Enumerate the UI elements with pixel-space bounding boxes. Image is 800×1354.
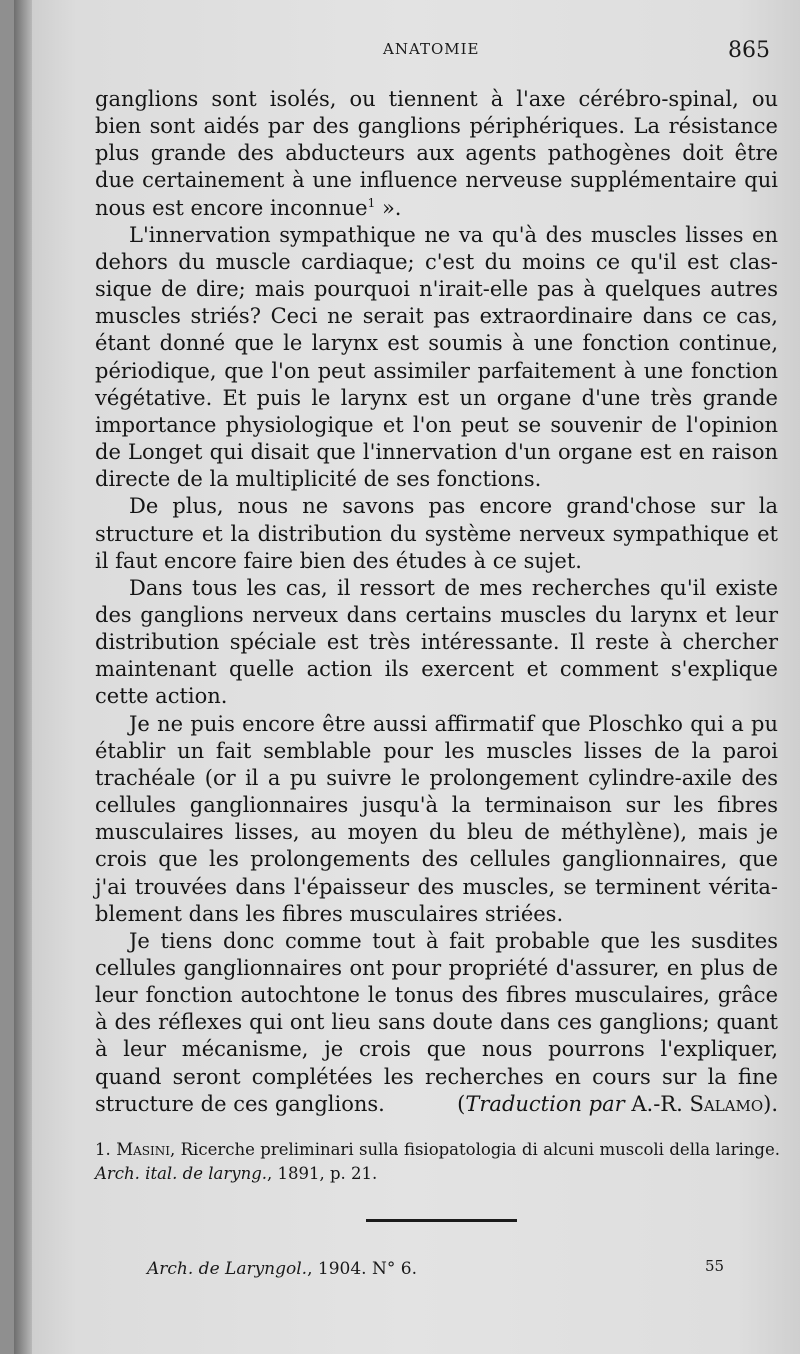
journal-footer [147,1259,417,1279]
paragraph-final [95,928,778,1118]
running-head: ANATOMIE [383,40,480,58]
document-page [14,0,800,1354]
page-number: 865 [728,38,770,63]
binding-gutter [14,0,32,1354]
footnote [95,1138,780,1186]
translation-credit [423,1091,778,1118]
journal-issue: , 1904. N° 6. [307,1259,417,1279]
separator-rule [366,1219,517,1222]
footnote-author: Masini, [116,1140,176,1159]
paragraph-text: ganglions sont isolés, ou tiennent à l'axe cérébro-spinal, ou bien sont aidés par des ganglions périphériques. La résistance plus grande des abducteurs aux agents pathogènes doit être due certainement à une influence nerveuse supplémentaire qui nous est encore inconnue [95,87,778,220]
translation-label: Traduction par [465,1091,625,1116]
footnote-journal: Arch. ital. de laryng. [95,1164,268,1183]
body-text [95,86,778,1118]
footnote-number: 1. [95,1140,111,1159]
paragraph-continuation [95,86,778,222]
paragraph: Je ne puis encore être aussi affirmatif que Ploschko qui a pu établir un fait semblable pour les muscles lisses de la paroi trachéale (or il a pu suivre le prolongement cylindre-axile des cellules ganglionnaires jusqu'à la terminaison sur les fibres musculaires lisses, au moyen du bleu de méthylène), mais je crois que les prolongements des cellules ganglionnaires, que j'ai trouvées dans l'épaisseur des muscles, se terminent véritablement dans les fibres musculaires striées. [95,711,778,926]
paragraph: L'innervation sympathique ne va qu'à des muscles lisses en dehors du muscle cardiaque; c'est du moins ce qu'il est classique de dire; mais pourquoi n'irait-elle pas à quelques autres muscles striés? Ceci ne serait pas extraordinaire dans ce cas, étant donné que le larynx est soumis à une fonction continue, périodique, que l'on peut assimiler parfaitement à une fonction végétative. Et puis le larynx est un organe d'une très grande importance physiologique et l'on peut se souvenir de l'opinion de Longet qui disait que l'innervation d'un organe est en raison directe de la multiplicité de ses fonctions. [95,222,778,492]
footnote-text: Ricerche preliminari sulla fisiopatologia di alcuni muscoli della laringe. [175,1140,780,1159]
paragraph-text: Je tiens donc comme tout à fait probable que les susdites cellules ganglionnaires ont pour propriété d'assurer, en plus de leur fonction autochtone le tonus des fibres musculaires, grâce à des réflexes qui ont lieu sans doute dans ces ganglions; quant à leur mécanisme, je crois que nous pourrons l'expliquer, quand seront complétées les recherches en cours sur la fine structure de ces ganglions. [95,928,778,1116]
translation-close-paren: ). [763,1091,778,1116]
paragraph: De plus, nous ne savons pas encore grand'chose sur la structure et la distribution du système nerveux sympathique et il faut encore faire bien des études à ce sujet. [95,494,778,573]
paragraph-text-end: ». [375,195,402,220]
journal-title: Arch. de Laryngol. [147,1259,308,1279]
translator-name: A.-R. Salamo [624,1091,764,1116]
footnote-citation-end: , 1891, p. 21. [267,1164,378,1183]
translation-open-paren: ( [457,1091,466,1116]
printer-signature: 55 [705,1257,725,1275]
paragraph: Dans tous les cas, il ressort de mes recherches qu'il existe des ganglions nerveux dans certains muscles du larynx et leur distribution spéciale est très intéressante. Il reste à chercher maintenant quelle action ils exercent et comment s'explique cette action. [95,575,778,709]
footnote-reference[interactable]: 1 [367,195,376,210]
